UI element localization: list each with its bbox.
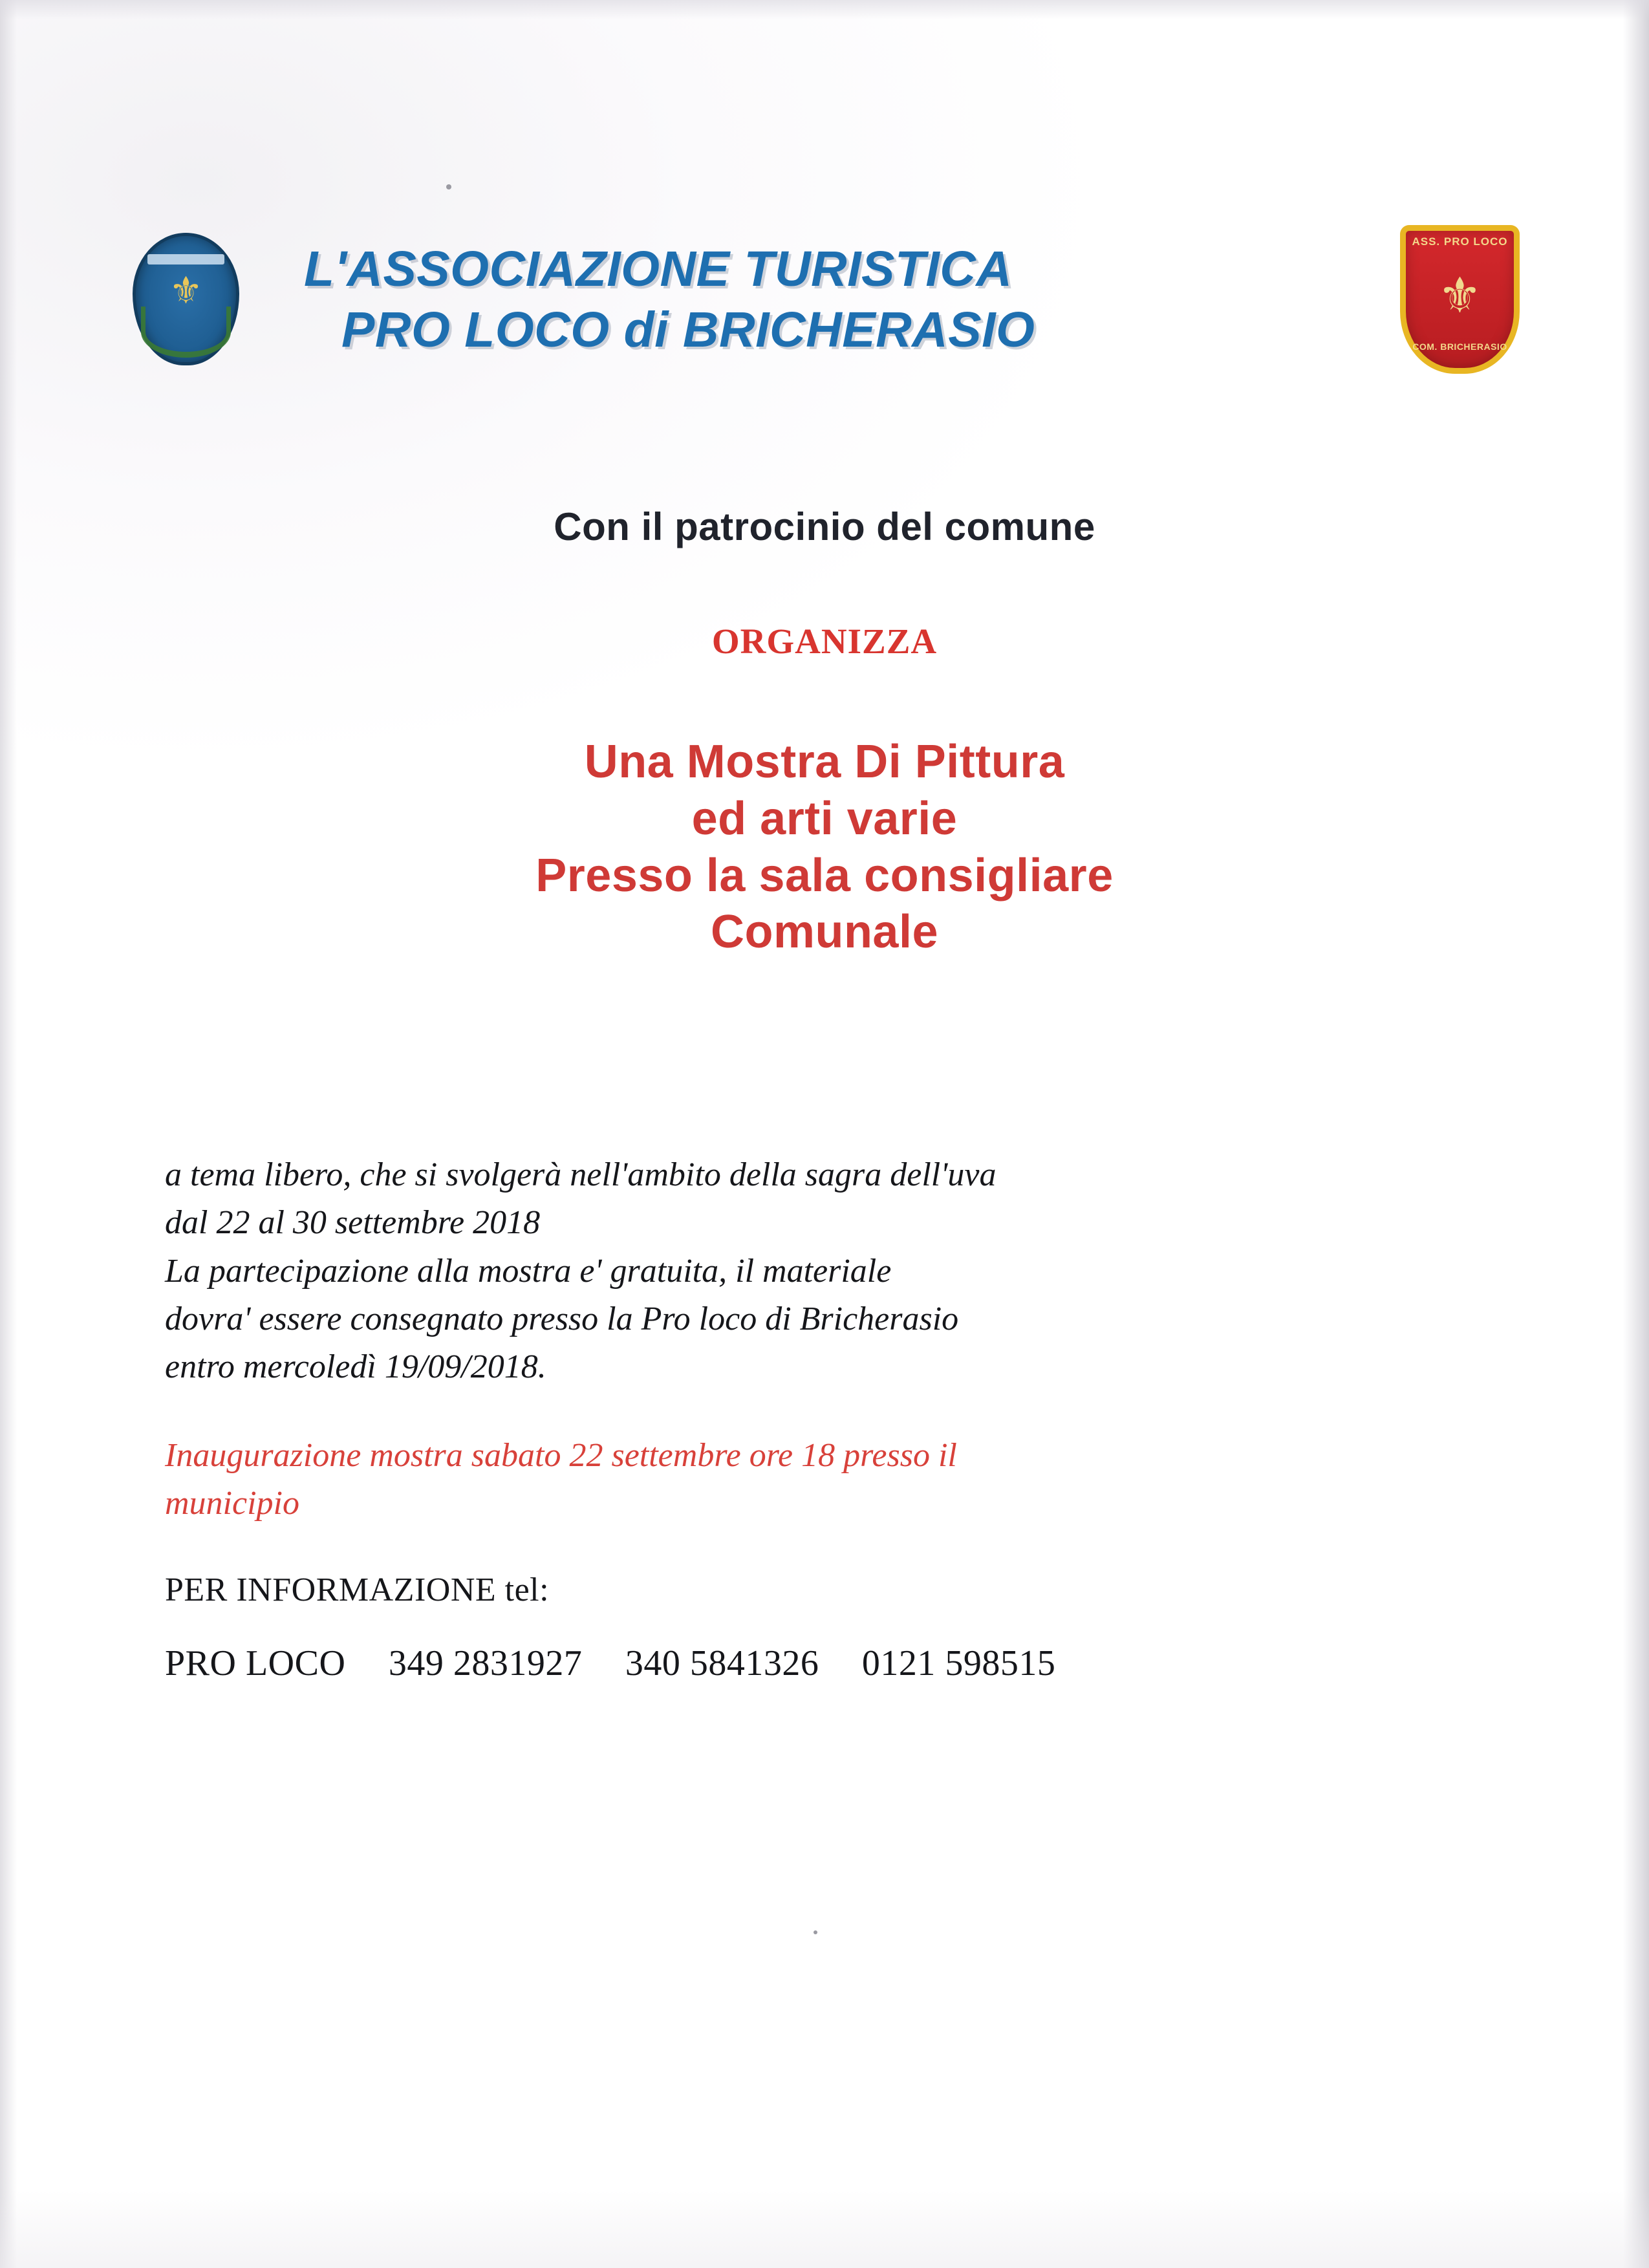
organizes-heading: ORGANIZZA bbox=[711, 621, 938, 661]
info-label: PER INFORMAZIONE tel: bbox=[165, 1571, 550, 1609]
event-title-line: Una Mostra Di Pittura bbox=[584, 736, 1065, 788]
pro-loco-crest-lion-icon: ⚜ bbox=[1438, 269, 1482, 324]
event-title bbox=[0, 734, 1649, 961]
pro-loco-crest-top-text: ASS. PRO LOCO bbox=[1412, 235, 1508, 248]
inauguration-line: Inaugurazione mostra sabato 22 settembre ore 18 presso il bbox=[165, 1436, 957, 1474]
event-title-line: Presso la sala consigliare bbox=[535, 849, 1114, 902]
event-title-line: ed arti varie bbox=[691, 792, 958, 845]
event-title-line: Comunale bbox=[710, 906, 939, 958]
contact-org: PRO LOCO bbox=[165, 1643, 346, 1684]
body-line: entro mercoledì 19/09/2018. bbox=[165, 1348, 546, 1386]
body-line: dal 22 al 30 settembre 2018 bbox=[165, 1204, 541, 1242]
body-paragraph bbox=[165, 1151, 1510, 1392]
contact-phone-2[interactable]: 340 5841326 bbox=[625, 1643, 819, 1684]
comune-crest-icon bbox=[133, 233, 239, 365]
pro-loco-crest-bottom-text: COM. BRICHERASIO bbox=[1412, 341, 1507, 352]
poster-title-line-1: L'ASSOCIAZIONE TURISTICA bbox=[304, 241, 1013, 297]
inauguration-note bbox=[165, 1432, 1510, 1528]
contact-line bbox=[165, 1643, 1510, 1684]
poster-body bbox=[165, 1151, 1510, 1684]
poster-header bbox=[0, 213, 1649, 440]
comune-crest-wreath-icon bbox=[141, 307, 231, 358]
body-line: a tema libero, che si svolgerà nell'ambito della sagra dell'uva bbox=[165, 1156, 997, 1193]
poster-title bbox=[304, 239, 1371, 361]
inauguration-line: municipio bbox=[165, 1484, 299, 1522]
body-line: La partecipazione alla mostra e' gratuita, il materiale bbox=[165, 1252, 892, 1290]
comune-crest-lion-icon: ⚜ bbox=[169, 270, 203, 312]
body-line: dovra' essere consegnato presso la Pro loco di Bricherasio bbox=[165, 1301, 959, 1338]
contact-phone-1[interactable]: 349 2831927 bbox=[388, 1643, 583, 1684]
patronage-heading: Con il patrocinio del comune bbox=[554, 505, 1095, 548]
poster-title-line-2: PRO LOCO di BRICHERASIO bbox=[341, 301, 1035, 358]
pro-loco-crest-icon bbox=[1400, 225, 1520, 374]
contact-phone-3[interactable]: 0121 598515 bbox=[861, 1643, 1056, 1684]
comune-crest-band bbox=[147, 254, 224, 265]
